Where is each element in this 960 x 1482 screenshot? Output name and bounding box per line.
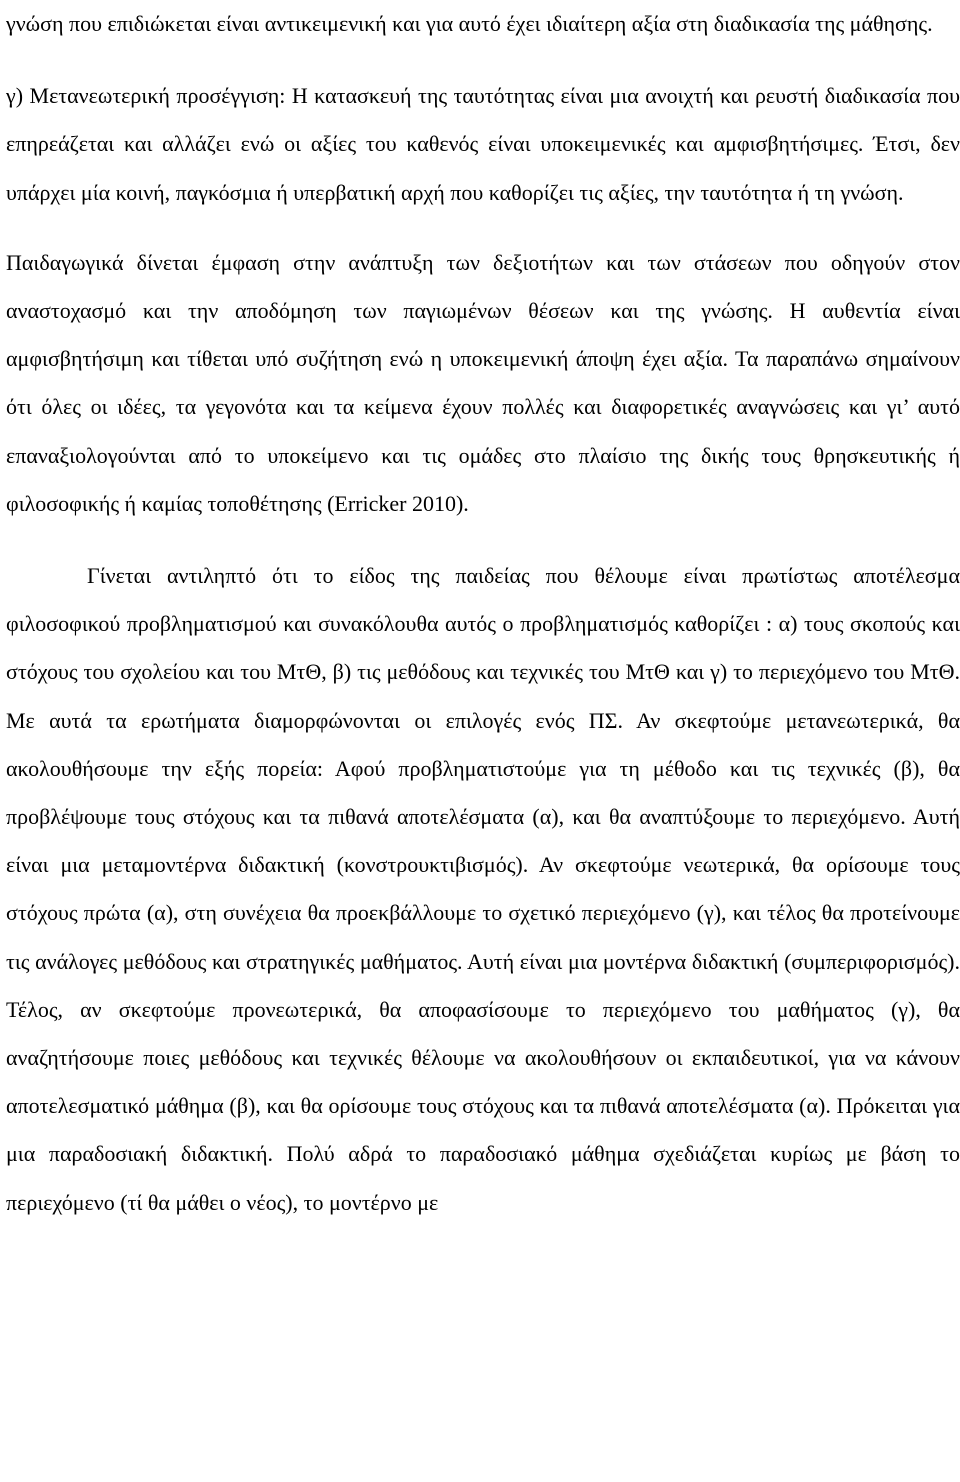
paragraph-postmodern-approach: γ) Μετανεωτερική προσέγγιση: Η κατασκευή της ταυτότητας είναι μια ανοιχτή και ρευστή διαδικασία που επηρεάζεται και αλλάζει ενώ οι αξίες του καθενός είναι υποκειμενικές και αμφισβητήσιμες. Έτσι, δεν υπάρχει μία κοινή, παγκόσμια ή υπερβατική αρχή που καθορίζει τις αξίες, την ταυτότητα ή τη γνώση. xyxy=(6,83,960,205)
paragraph-philosophy-of-education: Γίνεται αντιληπτό ότι το είδος της παιδείας που θέλουμε είναι πρωτίστως αποτέλεσμα φιλοσοφικού προβληματισμού και συνακόλουθα αυτός ο προβληματισμός καθορίζει : α) τους σκοπούς και στόχους του σχολείου και του ΜτΘ, β) τις μεθόδους και τεχνικές του ΜτΘ και γ) το περιεχόμενο του ΜτΘ. Με αυτά τα ερωτήματα διαμορφώνονται οι επιλογές ενός ΠΣ. Αν σκεφτούμε μετανεωτερικά, θα ακολουθήσουμε την εξής πορεία: Αφού προβληματιστούμε για τη μέθοδο και τις τεχνικές (β), θα προβλέψουμε τους στόχους και τα πιθανά αποτελέσματα (α), και θα αναπτύξουμε το περιεχόμενο. Αυτή είναι μια μεταμοντέρνα διδακτική (κονστρουκτιβισμός). Αν σκεφτούμε νεωτερικά, θα ορίσουμε τους στόχους πρώτα (α), στη συνέχεια θα προεκβάλλουμε το σχετικό περιεχόμενο (γ), και τέλος θα προτείνουμε τις ανάλογες μεθόδους και στρατηγικές μαθήματος. Αυτή είναι μια μοντέρνα διδακτική (συμπεριφορισμός). Τέλος, αν σκεφτούμε προνεωτερικά, θα αποφασίσουμε το περιεχόμενο του μαθήματος (γ), θα αναζητήσουμε ποιες μεθόδους και τεχνικές θέλουμε να ακολουθήσουν οι εκπαιδευτικοί, για να κάνουν αποτελεσματικό μάθημα (β), και θα ορίσουμε τους στόχους και τα πιθανά αποτελέσματα (α). Πρόκειται για μια παραδοσιακή διδακτική. Πολύ αδρά το παραδοσιακό μάθημα σχεδιάζεται κυρίως με βάση το περιεχόμενο (τί θα μάθει ο νέος), το μοντέρνο με xyxy=(6,563,960,1215)
document-page xyxy=(6,0,960,1227)
paragraph-pedagogy: Παιδαγωγικά δίνεται έμφαση στην ανάπτυξη των δεξιοτήτων και των στάσεων που οδηγούν στον αναστοχασμό και την αποδόμηση των παγιωμένων θέσεων και της γνώσης. Η αυθεντία είναι αμφισβητήσιμη και τίθεται υπό συζήτηση ενώ η υποκειμενική άποψη έχει αξία. Τα παραπάνω σημαίνουν ότι όλες οι ιδέες, τα γεγονότα και τα κείμενα έχουν πολλές και διαφορετικές αναγνώσεις και γι’ αυτό επαναξιολογούνται από το υποκείμενο και τις ομάδες στο πλαίσιο της δικής τους θρησκευτικής ή φιλοσοφικής ή καμίας τοποθέτησης (Erricker 2010). xyxy=(6,249,960,516)
paragraph-continuation: γνώση που επιδιώκεται είναι αντικειμενική και για αυτό έχει ιδιαίτερη αξία στη διαδικασία της μάθησης. xyxy=(6,11,933,36)
